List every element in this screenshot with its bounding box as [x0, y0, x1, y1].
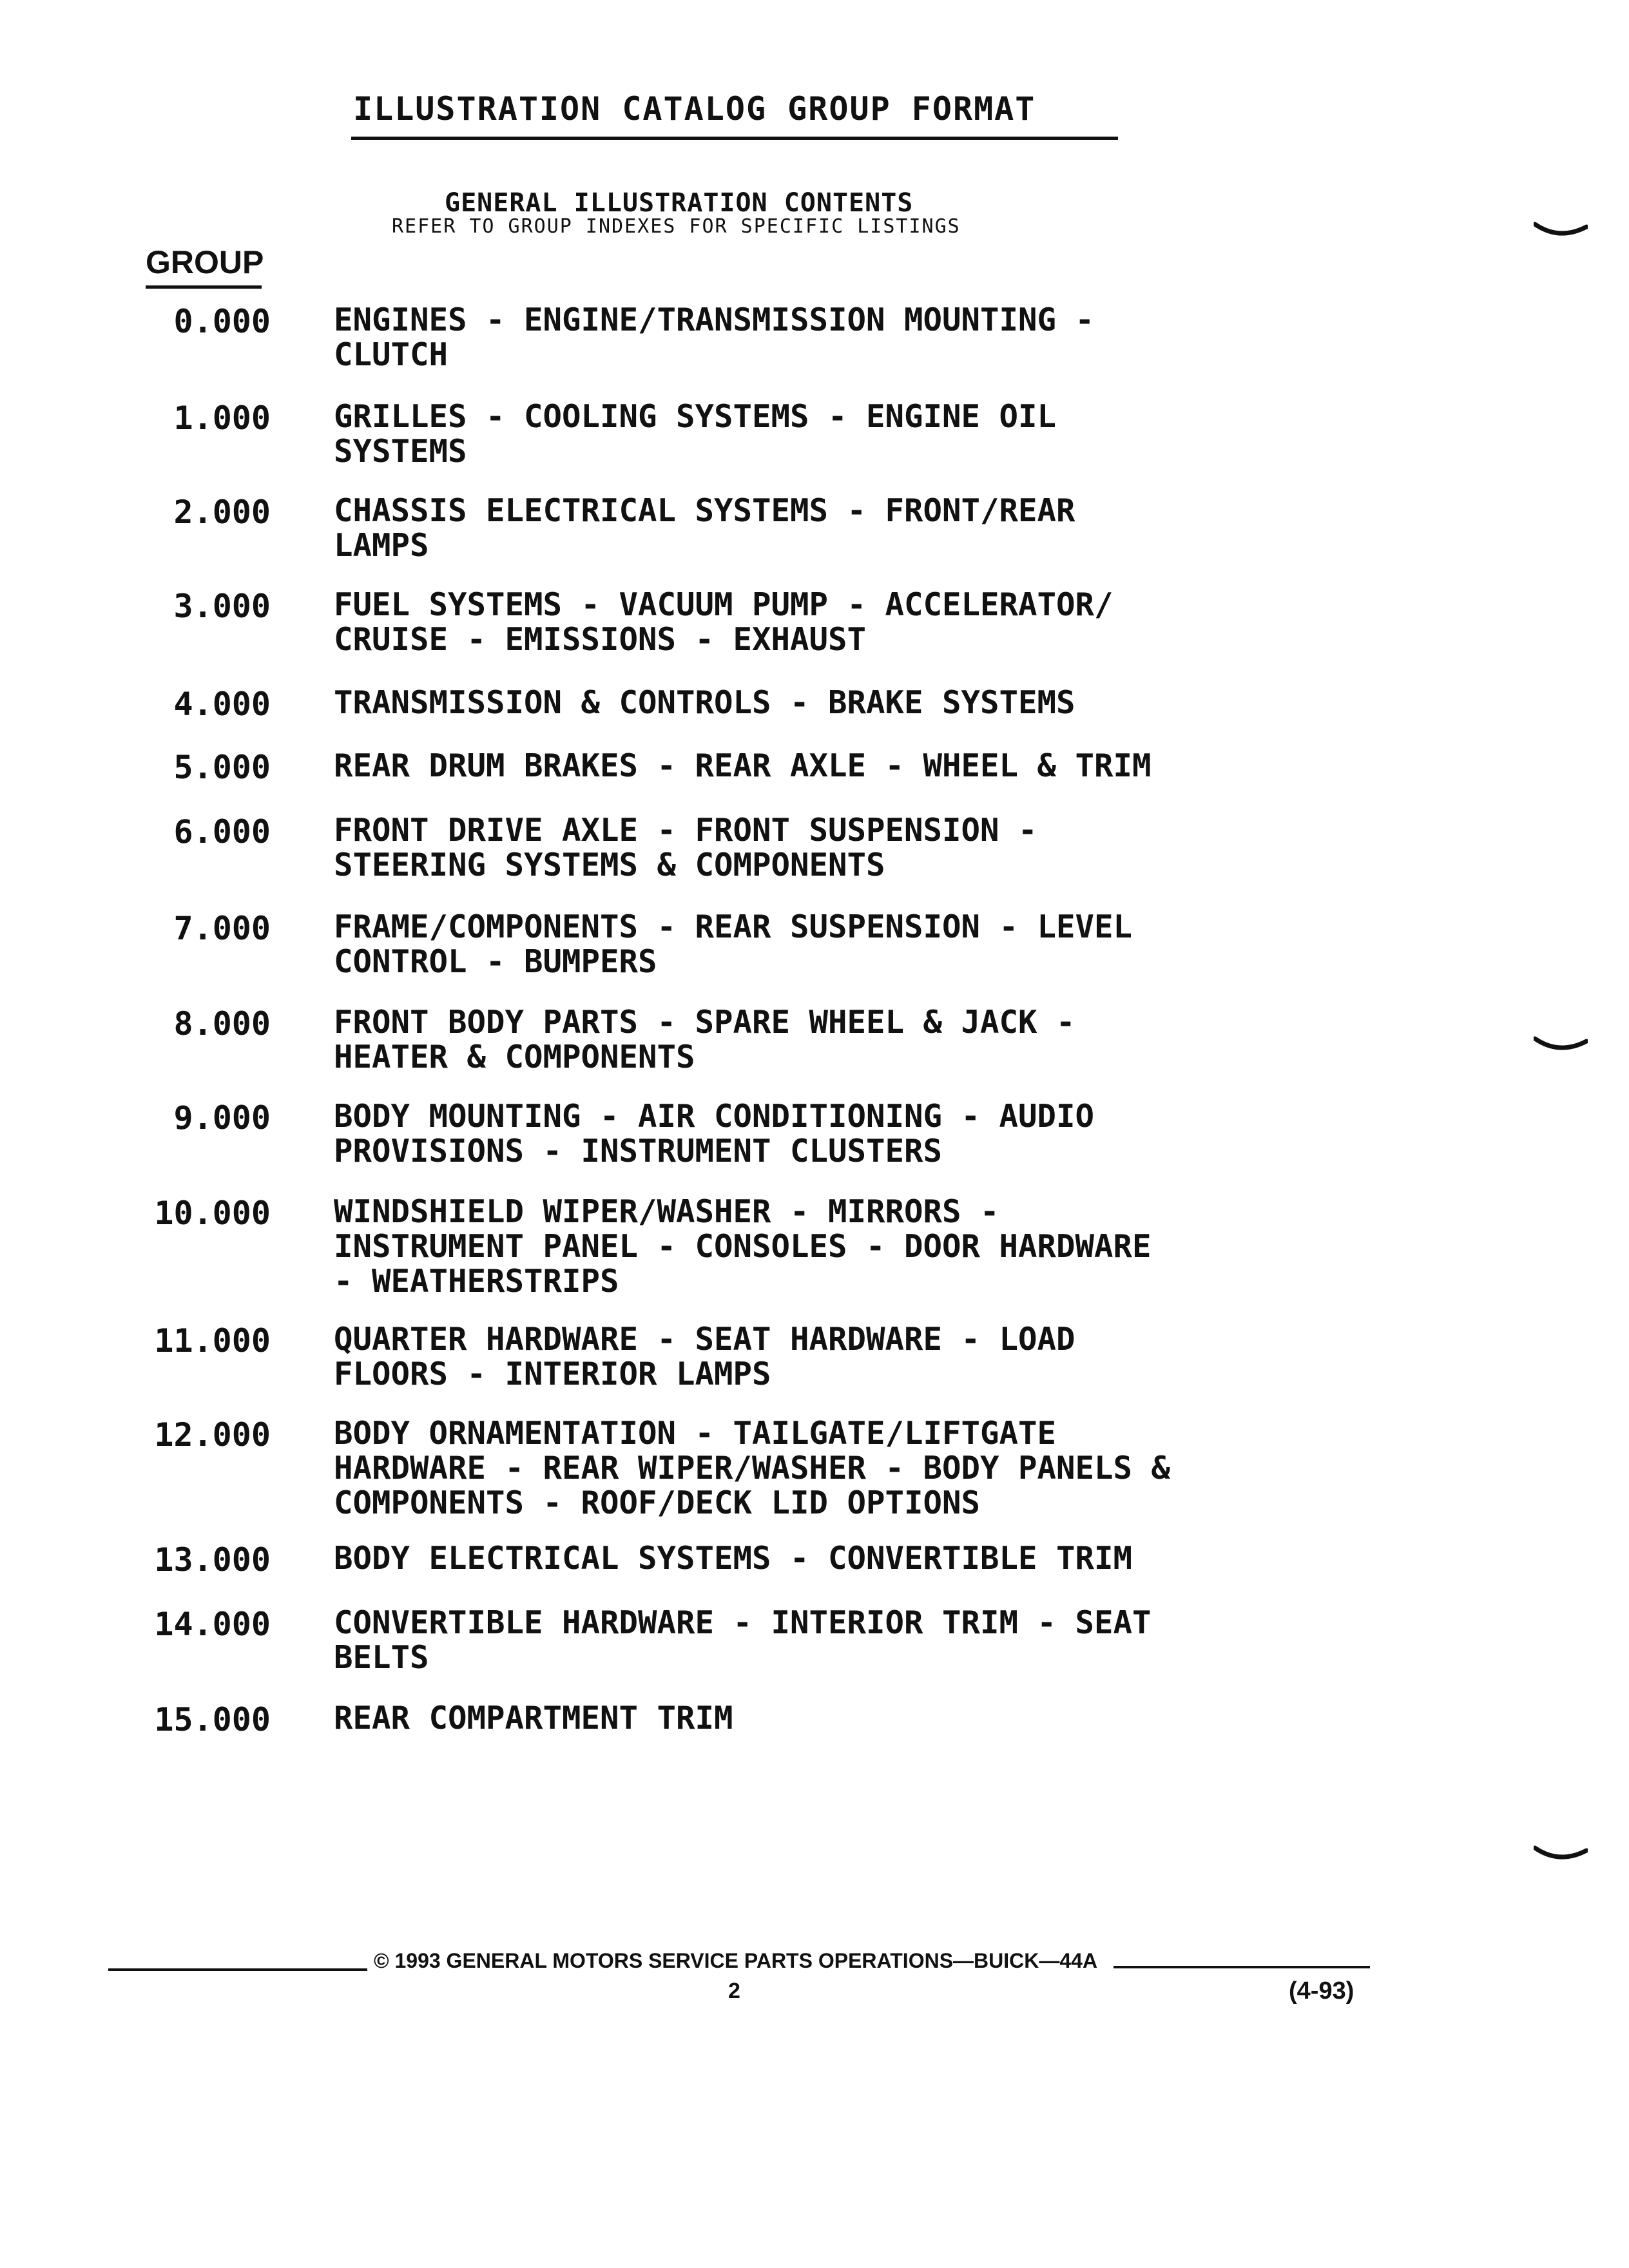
description-line: FRONT DRIVE AXLE - FRONT SUSPENSION - [334, 812, 1037, 849]
description-line: BODY MOUNTING - AIR CONDITIONING - AUDIO [334, 1098, 1095, 1135]
description-line: CLUTCH [334, 336, 448, 373]
description-line: BODY ORNAMENTATION - TAILGATE/LIFTGATE [334, 1415, 1057, 1452]
group-number: 8.000 [173, 1005, 271, 1043]
description-line: CONVERTIBLE HARDWARE - INTERIOR TRIM - SEAT [334, 1604, 1152, 1641]
footer-rule [1113, 1966, 1370, 1968]
binder-ring-mark [1534, 1033, 1588, 1059]
page-title: ILLUSTRATION CATALOG GROUP FORMAT [353, 90, 1036, 128]
binder-ring-mark [1534, 219, 1588, 245]
page-number: 2 [728, 1979, 740, 2003]
group-description [334, 686, 1075, 720]
description-line: CHASSIS ELECTRICAL SYSTEMS - FRONT/REAR [334, 492, 1075, 529]
group-description [334, 494, 1075, 563]
description-line: GRILLES - COOLING SYSTEMS - ENGINE OIL [334, 398, 1057, 435]
group-description [334, 1606, 1152, 1675]
group-description [334, 399, 1056, 469]
description-line: BELTS [334, 1639, 429, 1676]
description-line: FRAME/COMPONENTS - REAR SUSPENSION - LEVEL [334, 908, 1133, 945]
description-line: QUARTER HARDWARE - SEAT HARDWARE - LOAD [334, 1321, 1075, 1358]
group-number: 2.000 [173, 494, 271, 531]
group-number: 0.000 [173, 303, 271, 340]
description-line: SYSTEMS [334, 433, 467, 470]
description-line: HARDWARE - REAR WIPER/WASHER - BODY PANELS & [334, 1450, 1171, 1486]
group-description [334, 1195, 1152, 1299]
description-line: - WEATHERSTRIPS [334, 1263, 619, 1300]
description-line: CONTROL - BUMPERS [334, 943, 657, 980]
group-number: 10.000 [154, 1195, 271, 1232]
group-number: 3.000 [173, 588, 271, 625]
description-line: REAR DRUM BRAKES - REAR AXLE - WHEEL & TRIM [334, 747, 1152, 784]
group-description [334, 749, 1152, 783]
description-line: STEERING SYSTEMS & COMPONENTS [334, 847, 885, 883]
group-number: 13.000 [154, 1541, 271, 1579]
group-number: 11.000 [154, 1322, 271, 1360]
description-line: FUEL SYSTEMS - VACUUM PUMP - ACCELERATOR/ [334, 586, 1113, 623]
footer-rule [108, 1968, 367, 1971]
group-description [334, 303, 1094, 372]
group-description [334, 1322, 1075, 1392]
description-line: TRANSMISSION & CONTROLS - BRAKE SYSTEMS [334, 684, 1075, 721]
group-description [334, 1701, 733, 1736]
description-line: CRUISE - EMISSIONS - EXHAUST [334, 621, 867, 658]
group-column-header: GROUP [146, 244, 264, 280]
title-underline [351, 137, 1118, 140]
description-line: PROVISIONS - INSTRUMENT CLUSTERS [334, 1133, 943, 1169]
group-number: 7.000 [173, 910, 271, 947]
group-number: 1.000 [173, 399, 271, 437]
group-description [334, 588, 1113, 657]
group-number: 4.000 [173, 686, 271, 723]
contents-heading: GENERAL ILLUSTRATION CONTENTS [445, 188, 914, 218]
group-description [334, 1416, 1170, 1521]
description-line: WINDSHIELD WIPER/WASHER - MIRRORS - [334, 1193, 999, 1230]
group-header-underline [146, 285, 262, 289]
group-number: 14.000 [154, 1606, 271, 1643]
group-number: 6.000 [173, 813, 271, 850]
group-description [334, 910, 1132, 979]
group-number: 12.000 [154, 1416, 271, 1454]
group-number: 5.000 [173, 749, 271, 786]
description-line: ENGINES - ENGINE/TRANSMISSION MOUNTING - [334, 302, 1095, 338]
footer-copyright: © 1993 GENERAL MOTORS SERVICE PARTS OPERATIONS—BUICK—44A [374, 1949, 1098, 1972]
description-line: REAR COMPARTMENT TRIM [334, 1700, 733, 1736]
description-line: BODY ELECTRICAL SYSTEMS - CONVERTIBLE TRIM [334, 1540, 1133, 1577]
revision-date: (4-93) [1289, 1977, 1354, 2004]
description-line: COMPONENTS - ROOF/DECK LID OPTIONS [334, 1485, 981, 1521]
binder-ring-mark [1534, 1843, 1588, 1869]
group-number: 9.000 [173, 1099, 271, 1137]
group-number: 15.000 [154, 1701, 271, 1738]
description-line: LAMPS [334, 527, 429, 564]
description-line: HEATER & COMPONENTS [334, 1039, 695, 1075]
group-description [334, 813, 1037, 883]
description-line: INSTRUMENT PANEL - CONSOLES - DOOR HARDWARE [334, 1228, 1152, 1265]
group-description [334, 1099, 1094, 1169]
description-line: FRONT BODY PARTS - SPARE WHEEL & JACK - [334, 1004, 1075, 1041]
group-description [334, 1005, 1075, 1075]
contents-subheading: REFER TO GROUP INDEXES FOR SPECIFIC LISTINGS [392, 215, 961, 238]
description-line: FLOORS - INTERIOR LAMPS [334, 1356, 771, 1392]
group-description [334, 1541, 1132, 1576]
